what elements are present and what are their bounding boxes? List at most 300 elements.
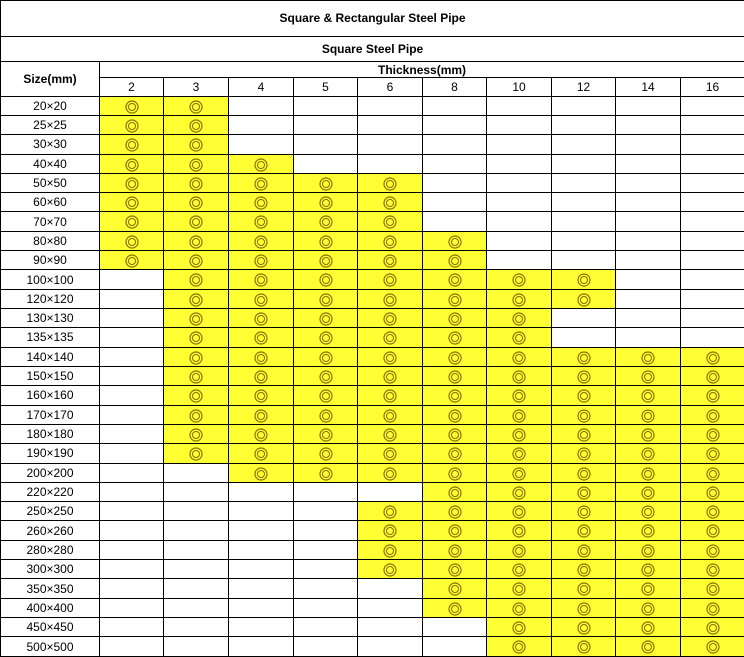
thickness-header-row (1, 78, 744, 96)
concentric-circle-icon (257, 276, 265, 284)
available-cell (100, 212, 164, 231)
available-cell (552, 502, 616, 521)
empty-cell (487, 212, 552, 231)
size-cell: 170×170 (1, 405, 100, 424)
empty-cell (100, 366, 164, 385)
concentric-circle-icon (451, 489, 459, 497)
empty-cell (616, 154, 681, 173)
empty-cell (229, 521, 294, 540)
empty-cell (229, 618, 294, 637)
available-cell (164, 173, 229, 192)
concentric-circle-icon (192, 315, 200, 323)
empty-cell (164, 521, 229, 540)
empty-cell (552, 154, 616, 173)
available-cell (423, 482, 487, 501)
empty-cell (100, 405, 164, 424)
table-row (1, 521, 744, 540)
concentric-circle-icon (451, 296, 459, 304)
concentric-circle-icon (709, 392, 717, 400)
available-cell (100, 115, 164, 134)
available-cell (164, 366, 229, 385)
concentric-circle-icon (580, 527, 588, 535)
table-row (1, 618, 744, 637)
empty-cell (616, 231, 681, 250)
available-cell (229, 309, 294, 328)
available-cell (164, 328, 229, 347)
table-row (1, 173, 744, 192)
table-title: Square & Rectangular Steel Pipe (1, 1, 744, 37)
concentric-circle-icon (192, 392, 200, 400)
empty-cell (164, 579, 229, 598)
empty-cell (229, 637, 294, 657)
table-row (1, 231, 744, 250)
size-cell: 400×400 (1, 598, 100, 617)
available-cell (487, 598, 552, 617)
available-cell (164, 309, 229, 328)
concentric-circle-icon (257, 450, 265, 458)
available-cell (294, 212, 358, 231)
available-cell (487, 560, 552, 579)
available-cell (616, 386, 681, 405)
concentric-circle-icon (451, 508, 459, 516)
empty-cell (616, 309, 681, 328)
concentric-circle-icon (515, 508, 523, 516)
concentric-circle-icon (322, 470, 330, 478)
available-cell (552, 270, 616, 289)
available-cell (487, 637, 552, 657)
concentric-circle-icon (257, 218, 265, 226)
concentric-circle-icon (644, 431, 652, 439)
available-cell (100, 173, 164, 192)
available-cell (229, 386, 294, 405)
empty-cell (552, 231, 616, 250)
available-cell (681, 637, 744, 657)
empty-cell (164, 463, 229, 482)
available-cell (164, 289, 229, 308)
concentric-circle-icon (580, 508, 588, 516)
empty-cell (487, 193, 552, 212)
concentric-circle-icon (580, 412, 588, 420)
thickness-header: 5 (294, 78, 358, 96)
thickness-header: 12 (552, 78, 616, 96)
available-cell (229, 154, 294, 173)
available-cell (294, 328, 358, 347)
available-cell (487, 502, 552, 521)
available-cell (681, 540, 744, 559)
concentric-circle-icon (451, 238, 459, 246)
empty-cell (423, 135, 487, 154)
empty-cell (358, 637, 423, 657)
concentric-circle-icon (128, 238, 136, 246)
concentric-circle-icon (515, 585, 523, 593)
available-cell (100, 135, 164, 154)
size-cell: 260×260 (1, 521, 100, 540)
empty-cell (164, 560, 229, 579)
available-cell (423, 270, 487, 289)
available-cell (616, 637, 681, 657)
available-cell (487, 289, 552, 308)
empty-cell (294, 521, 358, 540)
empty-cell (358, 96, 423, 115)
empty-cell (552, 115, 616, 134)
concentric-circle-icon (709, 605, 717, 613)
available-cell (423, 328, 487, 347)
available-cell (358, 405, 423, 424)
available-cell (681, 444, 744, 463)
available-cell (358, 289, 423, 308)
empty-cell (423, 154, 487, 173)
concentric-circle-icon (451, 315, 459, 323)
available-cell (294, 289, 358, 308)
empty-cell (552, 173, 616, 192)
available-cell (487, 424, 552, 443)
available-cell (294, 251, 358, 270)
empty-cell (681, 135, 744, 154)
concentric-circle-icon (386, 199, 394, 207)
concentric-circle-icon (644, 547, 652, 555)
available-cell (487, 386, 552, 405)
concentric-circle-icon (128, 122, 136, 130)
available-cell (164, 444, 229, 463)
available-cell (681, 347, 744, 366)
available-cell (358, 444, 423, 463)
concentric-circle-icon (580, 605, 588, 613)
available-cell (294, 173, 358, 192)
concentric-circle-icon (322, 218, 330, 226)
concentric-circle-icon (451, 470, 459, 478)
concentric-circle-icon (709, 373, 717, 381)
empty-cell (423, 193, 487, 212)
available-cell (552, 424, 616, 443)
available-cell (229, 463, 294, 482)
empty-cell (616, 212, 681, 231)
empty-cell (358, 115, 423, 134)
available-cell (100, 96, 164, 115)
empty-cell (616, 135, 681, 154)
concentric-circle-icon (709, 643, 717, 651)
concentric-circle-icon (709, 354, 717, 362)
empty-cell (552, 135, 616, 154)
concentric-circle-icon (580, 624, 588, 632)
available-cell (487, 347, 552, 366)
size-cell: 50×50 (1, 173, 100, 192)
available-cell (552, 444, 616, 463)
available-cell (552, 463, 616, 482)
concentric-circle-icon (192, 180, 200, 188)
available-cell (164, 193, 229, 212)
empty-cell (100, 482, 164, 501)
concentric-circle-icon (192, 334, 200, 342)
table-row (1, 347, 744, 366)
concentric-circle-icon (580, 373, 588, 381)
empty-cell (423, 212, 487, 231)
size-cell: 250×250 (1, 502, 100, 521)
concentric-circle-icon (257, 470, 265, 478)
available-cell (616, 482, 681, 501)
concentric-circle-icon (192, 412, 200, 420)
empty-cell (164, 618, 229, 637)
available-cell (616, 598, 681, 617)
available-cell (358, 231, 423, 250)
available-cell (164, 231, 229, 250)
concentric-circle-icon (515, 470, 523, 478)
concentric-circle-icon (515, 605, 523, 613)
empty-cell (616, 270, 681, 289)
empty-cell (358, 598, 423, 617)
available-cell (358, 347, 423, 366)
empty-cell (294, 618, 358, 637)
concentric-circle-icon (515, 527, 523, 535)
empty-cell (552, 96, 616, 115)
empty-cell (423, 173, 487, 192)
concentric-circle-icon (644, 412, 652, 420)
concentric-circle-icon (709, 431, 717, 439)
available-cell (552, 637, 616, 657)
concentric-circle-icon (386, 566, 394, 574)
empty-cell (229, 96, 294, 115)
concentric-circle-icon (386, 527, 394, 535)
empty-cell (164, 637, 229, 657)
concentric-circle-icon (192, 218, 200, 226)
empty-cell (487, 135, 552, 154)
table-row (1, 444, 744, 463)
available-cell (294, 231, 358, 250)
empty-cell (100, 424, 164, 443)
available-cell (487, 579, 552, 598)
empty-cell (681, 154, 744, 173)
concentric-circle-icon (644, 566, 652, 574)
concentric-circle-icon (322, 412, 330, 420)
available-cell (681, 463, 744, 482)
empty-cell (358, 135, 423, 154)
available-cell (229, 231, 294, 250)
available-cell (294, 270, 358, 289)
concentric-circle-icon (644, 373, 652, 381)
concentric-circle-icon (580, 296, 588, 304)
concentric-circle-icon (451, 605, 459, 613)
available-cell (552, 405, 616, 424)
size-cell: 180×180 (1, 424, 100, 443)
empty-cell (294, 115, 358, 134)
empty-cell (552, 251, 616, 270)
empty-cell (423, 96, 487, 115)
available-cell (487, 328, 552, 347)
size-cell: 130×130 (1, 309, 100, 328)
size-cell: 350×350 (1, 579, 100, 598)
empty-cell (487, 173, 552, 192)
available-cell (358, 521, 423, 540)
empty-cell (100, 347, 164, 366)
empty-cell (100, 309, 164, 328)
available-cell (358, 540, 423, 559)
available-cell (681, 560, 744, 579)
concentric-circle-icon (322, 199, 330, 207)
size-cell: 190×190 (1, 444, 100, 463)
concentric-circle-icon (322, 296, 330, 304)
available-cell (487, 366, 552, 385)
available-cell (229, 444, 294, 463)
empty-cell (616, 115, 681, 134)
empty-cell (487, 231, 552, 250)
concentric-circle-icon (515, 412, 523, 420)
available-cell (552, 289, 616, 308)
empty-cell (681, 212, 744, 231)
table-row (1, 212, 744, 231)
available-cell (229, 193, 294, 212)
available-cell (616, 424, 681, 443)
available-cell (552, 347, 616, 366)
available-cell (487, 309, 552, 328)
concentric-circle-icon (322, 450, 330, 458)
available-cell (229, 328, 294, 347)
concentric-circle-icon (386, 276, 394, 284)
available-cell (681, 386, 744, 405)
concentric-circle-icon (644, 489, 652, 497)
concentric-circle-icon (386, 180, 394, 188)
concentric-circle-icon (128, 141, 136, 149)
size-cell: 70×70 (1, 212, 100, 231)
available-cell (552, 482, 616, 501)
concentric-circle-icon (515, 489, 523, 497)
concentric-circle-icon (386, 450, 394, 458)
concentric-circle-icon (515, 315, 523, 323)
concentric-circle-icon (257, 334, 265, 342)
empty-cell (616, 289, 681, 308)
available-cell (229, 424, 294, 443)
empty-cell (358, 618, 423, 637)
concentric-circle-icon (644, 643, 652, 651)
concentric-circle-icon (386, 238, 394, 246)
size-cell: 150×150 (1, 366, 100, 385)
available-cell (616, 560, 681, 579)
empty-cell (681, 289, 744, 308)
available-cell (423, 521, 487, 540)
empty-cell (164, 482, 229, 501)
thickness-header: 3 (164, 78, 229, 96)
empty-cell (294, 598, 358, 617)
empty-cell (681, 193, 744, 212)
concentric-circle-icon (386, 470, 394, 478)
available-cell (229, 212, 294, 231)
concentric-circle-icon (192, 276, 200, 284)
available-cell (294, 366, 358, 385)
available-cell (487, 482, 552, 501)
available-cell (681, 366, 744, 385)
concentric-circle-icon (515, 624, 523, 632)
size-cell: 280×280 (1, 540, 100, 559)
available-cell (229, 251, 294, 270)
available-cell (423, 309, 487, 328)
empty-cell (616, 193, 681, 212)
concentric-circle-icon (192, 354, 200, 362)
available-cell (487, 405, 552, 424)
empty-cell (616, 251, 681, 270)
available-cell (423, 424, 487, 443)
concentric-circle-icon (322, 315, 330, 323)
concentric-circle-icon (128, 199, 136, 207)
table-row (1, 289, 744, 308)
concentric-circle-icon (386, 547, 394, 555)
empty-cell (487, 115, 552, 134)
concentric-circle-icon (709, 585, 717, 593)
table-subtitle: Square Steel Pipe (1, 36, 744, 61)
available-cell (164, 154, 229, 173)
available-cell (164, 405, 229, 424)
table-row (1, 637, 744, 657)
empty-cell (100, 502, 164, 521)
thickness-header: 16 (681, 78, 744, 96)
concentric-circle-icon (451, 276, 459, 284)
concentric-circle-icon (709, 470, 717, 478)
empty-cell (681, 309, 744, 328)
empty-cell (294, 637, 358, 657)
available-cell (358, 193, 423, 212)
available-cell (616, 521, 681, 540)
available-cell (423, 405, 487, 424)
concentric-circle-icon (580, 276, 588, 284)
thickness-header: 14 (616, 78, 681, 96)
concentric-circle-icon (257, 373, 265, 381)
empty-cell (552, 193, 616, 212)
concentric-circle-icon (515, 276, 523, 284)
concentric-circle-icon (515, 296, 523, 304)
available-cell (487, 463, 552, 482)
available-cell (294, 386, 358, 405)
concentric-circle-icon (451, 566, 459, 574)
available-cell (423, 579, 487, 598)
concentric-circle-icon (451, 354, 459, 362)
empty-cell (229, 560, 294, 579)
available-cell (552, 366, 616, 385)
table-row (1, 309, 744, 328)
available-cell (164, 115, 229, 134)
concentric-circle-icon (257, 199, 265, 207)
available-cell (681, 405, 744, 424)
concentric-circle-icon (709, 624, 717, 632)
empty-cell (100, 463, 164, 482)
size-column-header: Size(mm) (1, 62, 100, 97)
empty-cell (294, 540, 358, 559)
empty-cell (681, 173, 744, 192)
available-cell (358, 309, 423, 328)
concentric-circle-icon (515, 547, 523, 555)
available-cell (681, 482, 744, 501)
concentric-circle-icon (128, 103, 136, 111)
empty-cell (100, 444, 164, 463)
available-cell (164, 251, 229, 270)
size-cell: 90×90 (1, 251, 100, 270)
concentric-circle-icon (451, 257, 459, 265)
available-cell (487, 540, 552, 559)
empty-cell (100, 637, 164, 657)
table-row (1, 405, 744, 424)
empty-cell (294, 579, 358, 598)
available-cell (552, 386, 616, 405)
concentric-circle-icon (257, 296, 265, 304)
empty-cell (100, 386, 164, 405)
table-row (1, 424, 744, 443)
available-cell (358, 560, 423, 579)
concentric-circle-icon (644, 605, 652, 613)
available-cell (423, 560, 487, 579)
concentric-circle-icon (515, 334, 523, 342)
available-cell (358, 366, 423, 385)
size-cell: 30×30 (1, 135, 100, 154)
size-cell: 25×25 (1, 115, 100, 134)
available-cell (487, 618, 552, 637)
empty-cell (681, 270, 744, 289)
table-row (1, 328, 744, 347)
